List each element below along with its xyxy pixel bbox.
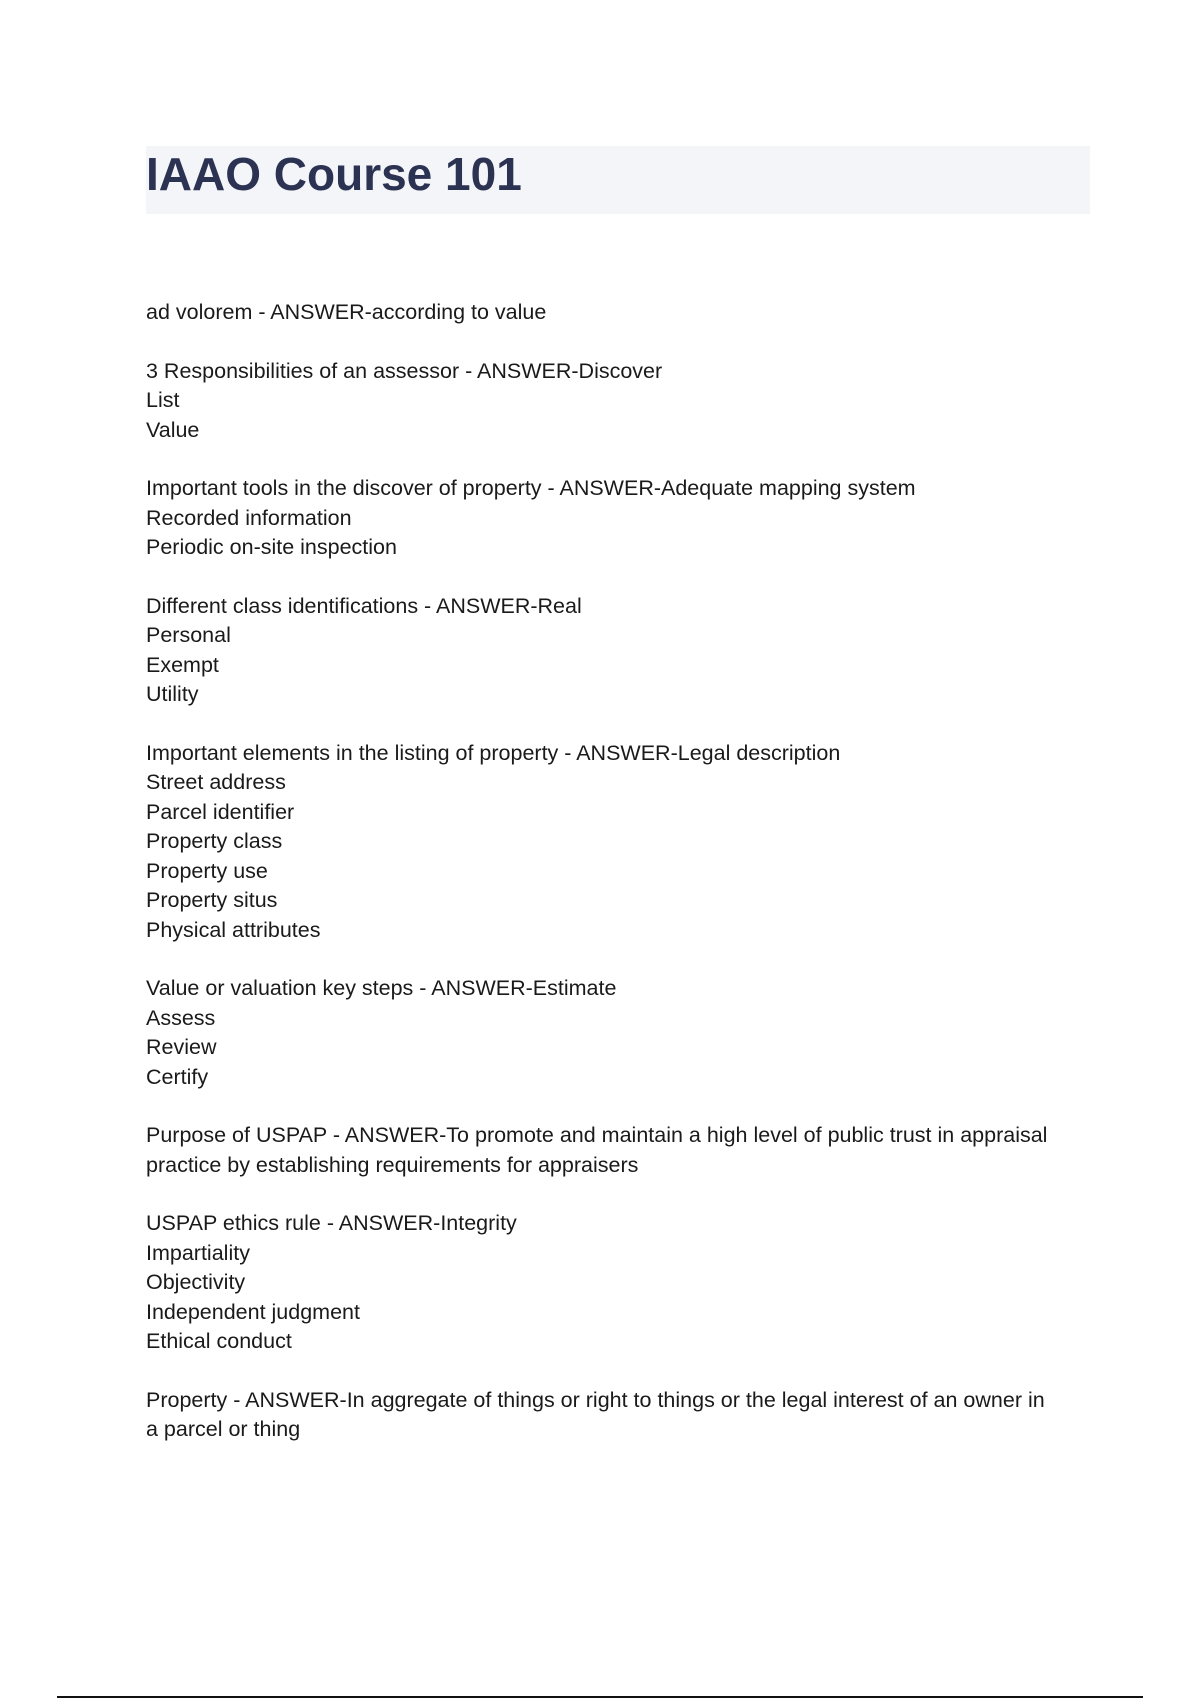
card-line: Periodic on-site inspection [146, 535, 397, 559]
card-line: practice by establishing requirements for appraisers [146, 1152, 639, 1177]
flashcard-assessor-responsibilities [146, 357, 1090, 446]
flashcard-class-identifications [146, 592, 1090, 710]
card-line: USPAP ethics rule - ANSWER-Integrity [146, 1211, 517, 1235]
card-line: Impartiality [146, 1240, 250, 1265]
flashcard-list [146, 298, 1090, 1474]
card-line: Value [146, 417, 200, 442]
footer-divider [57, 1696, 1143, 1698]
card-line: Parcel identifier [146, 799, 295, 824]
card-line: Review [146, 1035, 217, 1059]
card-line: Important elements in the listing of property - ANSWER-Legal description [146, 740, 841, 765]
card-line: Purpose of USPAP - ANSWER-To promote and maintain a high level of public trust in appraisal [146, 1123, 1048, 1147]
flashcard-ad-valorem [146, 298, 1090, 328]
card-line: Property situs [146, 888, 278, 912]
card-line: 3 Responsibilities of an assessor - ANSWER-Discover [146, 358, 663, 383]
card-line: Property - ANSWER-In aggregate of things or right to things or the legal interest of an owner in [146, 1387, 1045, 1412]
card-line: Different class identifications - ANSWER-Real [146, 593, 582, 618]
card-line: Personal [146, 623, 231, 647]
flashcard-discovery-tools [146, 474, 1090, 563]
flashcard-uspap-purpose [146, 1121, 1090, 1180]
card-line: Physical attributes [146, 917, 321, 942]
flashcard-property [146, 1386, 1090, 1445]
card-line: Street address [146, 770, 286, 794]
page-title: IAAO Course 101 [146, 148, 522, 200]
card-line: Assess [146, 1005, 216, 1030]
card-line: Property use [146, 858, 268, 883]
card-line: Recorded information [146, 505, 352, 530]
card-line: List [146, 388, 180, 412]
card-line: Certify [146, 1064, 209, 1089]
card-line: Utility [146, 682, 199, 706]
card-line: Independent judgment [146, 1299, 360, 1324]
card-line: ad volorem - ANSWER-according to value [146, 300, 547, 324]
card-line: a parcel or thing [146, 1417, 301, 1441]
flashcard-uspap-ethics [146, 1209, 1090, 1357]
card-line: Value or valuation key steps - ANSWER-Estimate [146, 976, 617, 1000]
card-line: Exempt [146, 652, 219, 677]
flashcard-valuation-steps [146, 974, 1090, 1092]
card-line: Important tools in the discover of property - ANSWER-Adequate mapping system [146, 476, 916, 500]
card-line: Objectivity [146, 1270, 246, 1294]
card-line: Property class [146, 829, 283, 853]
card-line: Ethical conduct [146, 1329, 292, 1353]
flashcard-listing-elements [146, 739, 1090, 946]
